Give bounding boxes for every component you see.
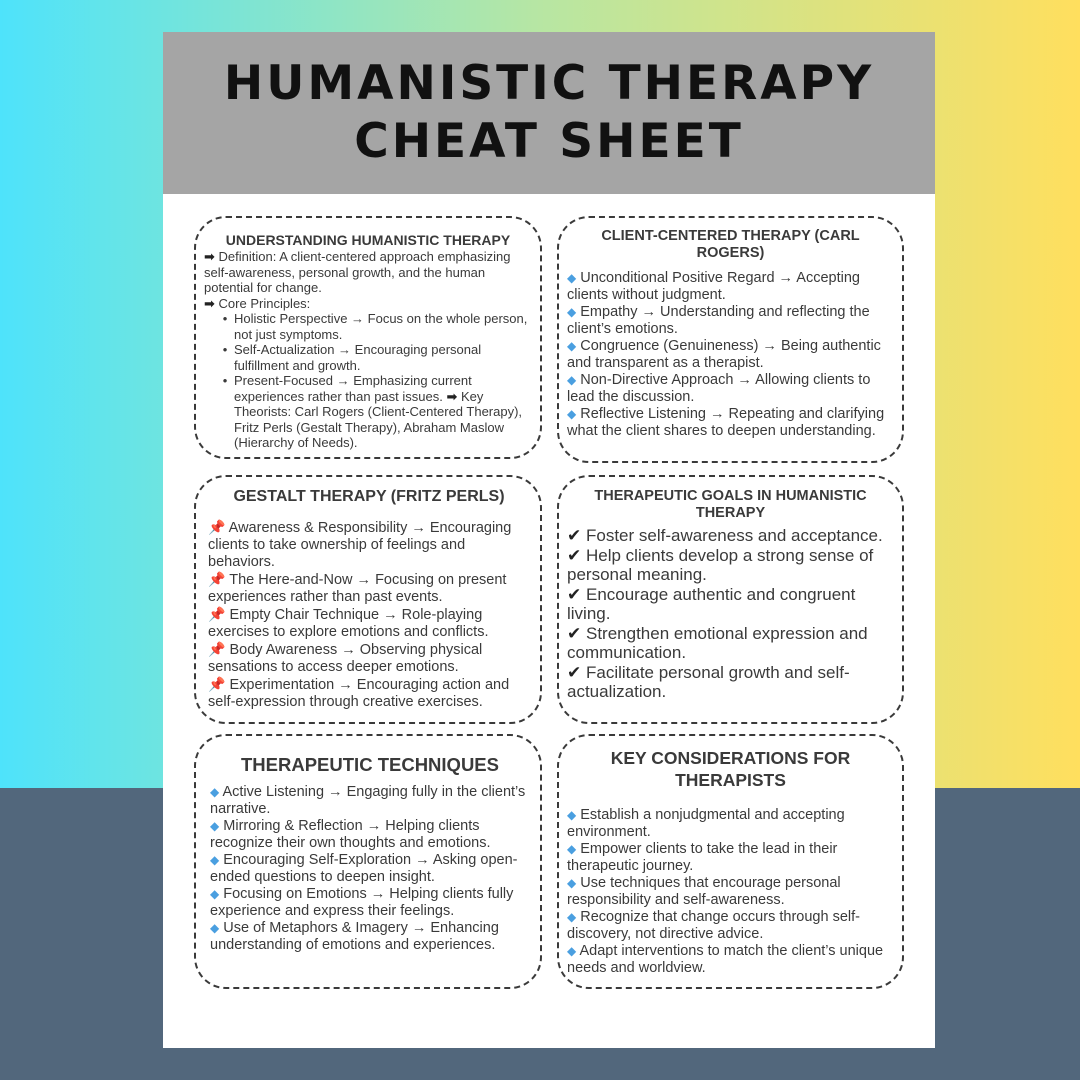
list-item-text: Foster self-awareness and acceptance. xyxy=(585,526,883,545)
list-item xyxy=(208,676,530,711)
list-item xyxy=(210,852,530,886)
blue-diamond-icon: ◆ xyxy=(210,853,220,867)
list-item-text: Recognize that change occurs through self-discovery, not directive advice. xyxy=(567,909,860,942)
list-item xyxy=(567,526,894,546)
list-item-text: Encourage authentic and congruent living. xyxy=(567,584,856,623)
list-item-text: Empower clients to take the lead in their therapeutic journey. xyxy=(567,841,838,874)
checkmark-icon: ✔ xyxy=(567,545,582,565)
list-item xyxy=(210,920,530,954)
list-item-text: Holistic Perspective → Focus on the whole person, not just symptoms. xyxy=(234,311,528,342)
card-title: THERAPEUTIC TECHNIQUES xyxy=(241,754,499,775)
list-item-text: Facilitate personal growth and self-actualization. xyxy=(567,662,850,701)
pushpin-icon: 📌 xyxy=(208,606,226,622)
list-item xyxy=(216,342,532,373)
card-understanding xyxy=(194,216,542,459)
list-item xyxy=(567,372,894,406)
core-principles-label: Core Principles: xyxy=(218,295,311,311)
list-item-text: Empathy → Understanding and reflecting the client’s emotions. xyxy=(567,304,870,337)
card-title: UNDERSTANDING HUMANISTIC THERAPY xyxy=(225,232,511,248)
checkmark-icon: ✔ xyxy=(567,623,582,643)
arrow-right-icon: ➡ xyxy=(204,249,215,264)
list-item xyxy=(567,663,894,702)
card-title: CLIENT-CENTERED THERAPY (CARL ROGERS) xyxy=(601,228,860,261)
list-item-text: Congruence (Genuineness) → Being authentic and transparent as a therapist. xyxy=(567,338,881,371)
blue-diamond-icon: ◆ xyxy=(567,339,577,353)
blue-diamond-icon: ◆ xyxy=(567,305,577,319)
card-gestalt xyxy=(194,475,542,724)
blue-diamond-icon: ◆ xyxy=(210,819,220,833)
blue-diamond-icon: ◆ xyxy=(210,921,220,935)
blue-diamond-icon: ◆ xyxy=(567,842,577,856)
bullet-icon: • xyxy=(222,373,228,388)
card-title: KEY CONSIDERATIONS FOR THERAPISTS xyxy=(610,748,851,790)
key-theorists-text: Key Theorists: Carl Rogers (Client-Centered Therapy), Fritz Perls (Gestalt Therapy), Abraham Maslow (Hierarchy of Needs). xyxy=(234,388,523,450)
checkmark-icon: ✔ xyxy=(567,662,582,682)
card-therapeutic-goals xyxy=(557,475,904,724)
blue-diamond-icon: ◆ xyxy=(567,271,577,285)
pushpin-icon: 📌 xyxy=(208,519,226,535)
page-title-line-2: CHEAT SHEET xyxy=(354,114,744,169)
cheat-sheet-page xyxy=(163,32,935,1048)
checkmark-icon: ✔ xyxy=(567,526,582,545)
card-title: THERAPEUTIC GOALS IN HUMANISTIC THERAPY xyxy=(594,488,867,521)
list-item-text: Unconditional Positive Regard → Accepting clients without judgment. xyxy=(567,270,860,303)
list-item-text: Non-Directive Approach → Allowing clients to lead the discussion. xyxy=(567,372,871,405)
checkmark-icon: ✔ xyxy=(567,584,582,604)
page-title-line-1: HUMANISTIC THERAPY xyxy=(223,56,875,111)
list-item-text: Encouraging Self-Exploration → Asking open-ended questions to deepen insight. xyxy=(210,852,518,885)
list-item xyxy=(567,304,894,338)
list-item-text: Body Awareness → Observing physical sensations to access deeper emotions. xyxy=(208,642,483,675)
list-item xyxy=(208,606,530,641)
list-item xyxy=(567,270,894,304)
list-item xyxy=(567,546,894,585)
list-item xyxy=(567,875,894,909)
card-therapeutic-techniques xyxy=(194,734,542,989)
pushpin-icon: 📌 xyxy=(208,571,226,587)
list-item xyxy=(216,373,532,451)
list-item-text: Self-Actualization → Encouraging personal fulfillment and growth. xyxy=(234,342,482,373)
card-title: GESTALT THERAPY (FRITZ PERLS) xyxy=(233,488,505,505)
blue-diamond-icon: ◆ xyxy=(567,910,577,924)
card-key-considerations xyxy=(557,734,904,989)
page-header xyxy=(163,32,935,194)
list-item xyxy=(567,943,894,977)
list-item xyxy=(567,807,894,841)
list-item xyxy=(208,519,530,571)
list-item xyxy=(567,909,894,943)
list-item-text: Strengthen emotional expression and communication. xyxy=(567,623,868,662)
list-item-text: Help clients develop a strong sense of personal meaning. xyxy=(567,545,874,584)
list-item-text: Active Listening → Engaging fully in the client’s narrative. xyxy=(210,784,526,817)
list-item xyxy=(567,624,894,663)
list-item-text: Empty Chair Technique → Role-playing exercises to explore emotions and conflicts. xyxy=(208,607,489,640)
list-item-text: Reflective Listening → Repeating and clarifying what the client shares to deepen understanding. xyxy=(567,406,885,439)
list-item xyxy=(567,406,894,440)
card-client-centered xyxy=(557,216,904,463)
list-item-text xyxy=(234,373,532,451)
core-principles-row xyxy=(204,296,532,312)
blue-diamond-icon: ◆ xyxy=(567,373,577,387)
list-item xyxy=(567,841,894,875)
bullet-icon: • xyxy=(222,342,228,357)
definition-row xyxy=(204,249,532,296)
blue-diamond-icon: ◆ xyxy=(567,876,577,890)
blue-diamond-icon: ◆ xyxy=(210,785,220,799)
blue-diamond-icon: ◆ xyxy=(210,887,220,901)
list-item-text: Establish a nonjudgmental and accepting environment. xyxy=(567,807,845,840)
arrow-right-icon: ➡ xyxy=(204,295,215,311)
blue-diamond-icon: ◆ xyxy=(567,944,577,958)
blue-diamond-icon: ◆ xyxy=(567,808,577,822)
pushpin-icon: 📌 xyxy=(208,641,226,657)
pushpin-icon: 📌 xyxy=(208,676,226,692)
list-item-text: The Here-and-Now → Focusing on present experiences rather than past events. xyxy=(208,572,507,605)
list-item xyxy=(210,886,530,920)
list-item xyxy=(208,571,530,606)
list-item xyxy=(210,784,530,818)
list-item-text: Use techniques that encourage personal responsibility and self-awareness. xyxy=(567,875,841,908)
list-item-text: Use of Metaphors & Imagery → Enhancing understanding of emotions and experiences. xyxy=(210,920,499,953)
list-item-text: Focusing on Emotions → Helping clients fully experience and express their feelings. xyxy=(210,886,514,919)
list-item xyxy=(216,311,532,342)
principle-text: Present-Focused → Emphasizing current experiences rather than past issues. xyxy=(234,373,472,404)
definition-text: Definition: A client-centered approach emphasizing self-awareness, personal growth, and the human potential for change. xyxy=(204,249,511,295)
bullet-icon: • xyxy=(222,311,228,326)
list-item xyxy=(567,338,894,372)
list-item-text: Adapt interventions to match the client’s unique needs and worldview. xyxy=(567,943,884,976)
arrow-right-icon: ➡ xyxy=(446,388,458,404)
list-item-text: Experimentation → Encouraging action and self-expression through creative exercises. xyxy=(208,677,510,710)
list-item-text: Mirroring & Reflection → Helping clients recognize their own thoughts and emotions. xyxy=(210,818,491,851)
list-item xyxy=(567,585,894,624)
list-item xyxy=(210,818,530,852)
blue-diamond-icon: ◆ xyxy=(567,407,577,421)
list-item xyxy=(208,641,530,676)
list-item-text: Awareness & Responsibility → Encouraging clients to take ownership of feelings and behaviors. xyxy=(208,520,512,570)
